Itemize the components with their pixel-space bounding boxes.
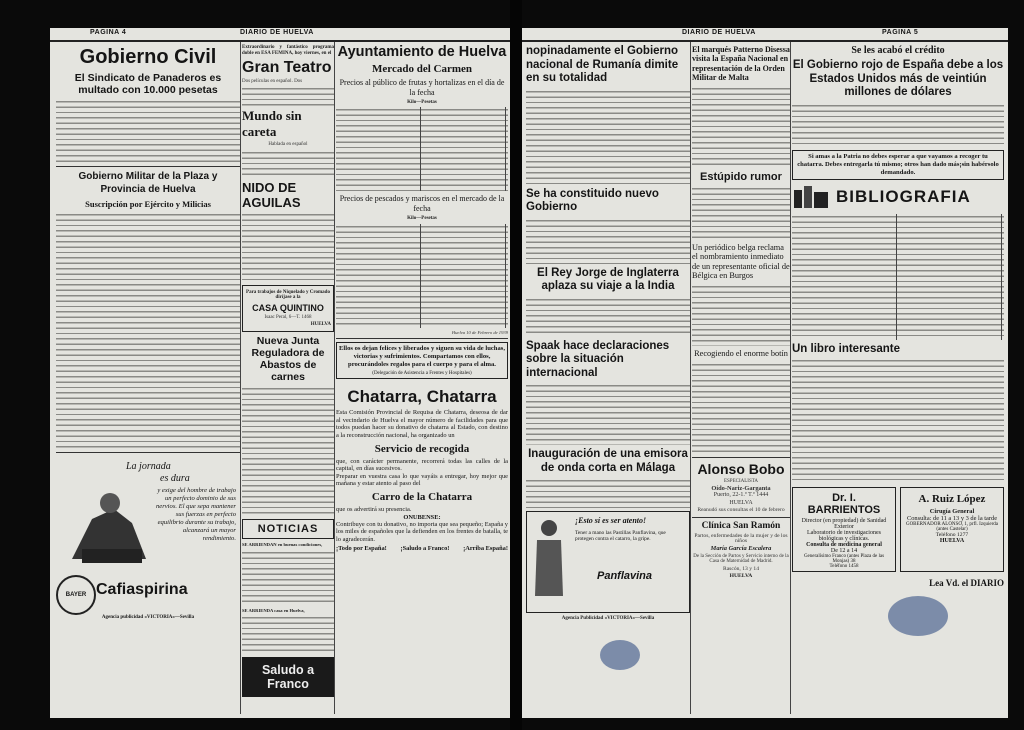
- patria-box: [792, 150, 1004, 180]
- onubense: ONUBENSE:: [403, 513, 441, 521]
- library-stamp: [600, 640, 640, 670]
- junta-title: Nueva Junta Reguladora de Abastos de carnes: [251, 335, 325, 384]
- article-text: [526, 218, 690, 264]
- suscripcion-subtitle: Suscripción por Ejército y Milicias: [85, 199, 211, 209]
- ellos-signature: (Delegación de Asistencia a Frentes y Hospitales): [372, 371, 472, 377]
- teatro-intro: Extraordinario y fantástico programa doble en ESA FEMINA, hoy viernes, en el: [242, 45, 334, 56]
- bayer-cross-logo: BAYER: [56, 575, 96, 615]
- saludo-franco-banner: Saludo a Franco: [242, 657, 334, 697]
- gran-teatro-title: Gran Teatro: [242, 59, 332, 76]
- article-text: [242, 150, 334, 178]
- article-text: [692, 186, 790, 240]
- alonso-bobo-name: Alonso Bobo: [697, 460, 785, 477]
- column-1: [56, 42, 241, 714]
- chatarra-footer: [336, 545, 508, 552]
- alonso-city: HUELVA: [729, 499, 753, 506]
- kilo-pesetas-2: Kilo—Pesetas: [407, 216, 437, 222]
- column-3: [336, 42, 508, 714]
- footer-todo-por-espana: ¡Todo por España!: [336, 545, 387, 553]
- mercado-title: Mercado del Carmen: [372, 63, 472, 75]
- noticias-p1: SE ARRIENDAN en buenas condiciones,: [242, 542, 323, 548]
- masthead: DIARIO DE HUELVA: [682, 29, 756, 36]
- column-2: [242, 42, 335, 714]
- ad-body: y exige del hombre de trabajo un perfecto dominio de sus nervios. El que sepa mantener sus fuerzas en perfecto equilibrio durante su trabajo, alcanzará un mayor rendimiento.: [155, 487, 236, 542]
- periodico-belga-title: Un periódico belga reclama el nombramiento inmediato de un representante oficial de Bélgica en Burgos: [692, 242, 790, 281]
- precios-frutas: Precios al público de frutas y hortalizas en el día de la fecha: [339, 78, 505, 97]
- movie-mundo-sin-careta: Mundo sin careta: [242, 108, 302, 140]
- noticias-title: NOTICIAS: [257, 523, 319, 536]
- libro-title: Un libro interesante: [792, 342, 900, 355]
- clinica-addr: Rascón, 13 y 14: [722, 565, 760, 572]
- nuevo-gobierno-title: Se ha constituido nuevo Gobierno: [526, 187, 659, 213]
- carro-chatarra: Carro de la Chatarra: [371, 490, 473, 503]
- noticias-p2: SE ARRIENDA casa en Huelva,: [242, 607, 305, 613]
- article-text: [242, 550, 334, 606]
- bibliografia-list: [792, 214, 1004, 340]
- patterno-title: El marqués Patterno Disessa visita la España Nacional en representación de la Orden Militar de Malta: [692, 45, 790, 83]
- chatarra-body-5: Contribuye con tu donativo, no importa que sea pequeño; España y los miles de españoles que la defienden en los frentes de batalla, te lo agradecerán.: [336, 520, 508, 543]
- divider: [336, 338, 508, 339]
- footer-arriba: ¡Arriba España!: [463, 545, 508, 553]
- emisora-title: Inauguración de una emisora de onda corta en Málaga: [528, 448, 688, 474]
- chatarra-body-3: Preparar en vuestra casa lo que vayáis a entregar, hoy mejor que mañana y estar atento al paso del: [336, 472, 508, 488]
- ellos-box: [336, 342, 508, 379]
- article-text: [526, 297, 690, 337]
- article-text: [242, 386, 334, 516]
- patria-text: Si amas a la Patria no debes esperar a que vayamos a recoger tu chatarra. Debes entregarla tú mismo; otros han dado más¡sin habérsolo demandado.: [797, 152, 999, 176]
- ruiz-lopez-ad: [900, 487, 1004, 572]
- ruiz-city: HUELVA: [939, 537, 965, 544]
- masthead: DIARIO DE HUELVA: [240, 29, 314, 36]
- article-text: [242, 86, 334, 106]
- ellos-text: Ellos os dejan felices y liberados y siguen su vida de luchas, victorias y sufrimientos. Compartamos con ellos, procurándoles regalos para el cuerpo y para el alma.: [339, 345, 505, 369]
- barrientos-tel: Teléfono 1458: [829, 563, 859, 569]
- divider: [692, 457, 790, 458]
- clinica-l1: Partos, enfermedades de la mujer y de los niños: [694, 532, 788, 545]
- cafiaspirina-ad: [56, 452, 240, 629]
- page-number: PAGINA 4: [90, 29, 127, 36]
- date-line: Huelva 10 de Febrero de 1939: [451, 329, 508, 335]
- noticias-box: [242, 519, 334, 539]
- bibliografia-title: BIBLIOGRAFIA: [836, 186, 971, 206]
- ruiz-l1: Cirugía General: [929, 507, 975, 515]
- kilo-pesetas: Kilo—Pesetas: [407, 100, 437, 105]
- precios-pescados: Precios de pescados y mariscos en el mercado de la fecha: [339, 194, 505, 213]
- alonso-addr: Puerto, 22-1.º T.º 1444: [713, 492, 769, 499]
- doctors-row: [792, 484, 1004, 575]
- se-acabo-credito: Se les acabó el crédito: [851, 45, 945, 56]
- library-stamp: [888, 596, 948, 636]
- botin-title: Recogiendo el enorme botín: [694, 349, 788, 358]
- man-illustration: [529, 516, 569, 602]
- article-text: [692, 86, 790, 168]
- rey-jorge-title: El Rey Jorge de Inglaterra aplaza su viaje a la India: [537, 266, 679, 292]
- clinica-name: Clínica San Ramón: [701, 520, 781, 531]
- panflavina-brand: Panflavina: [597, 570, 653, 582]
- alonso-area: Oído-Nariz-Garganta: [711, 485, 771, 492]
- price-list: [336, 107, 508, 191]
- books-icon: [792, 184, 832, 210]
- article-text: [526, 383, 690, 445]
- cafiaspirina-brand: Cafiaspirina: [96, 581, 188, 598]
- panflavina-body: Tener a mano las Pastillas Panflavina, que protegen contra el catarro, la gripe.: [575, 530, 666, 543]
- lea-diario: Lea Vd. el DIARIO: [929, 577, 1004, 588]
- chatarra-body-4: que os advertirá su presencia.: [336, 505, 412, 513]
- article-text: [242, 615, 334, 653]
- barrientos-l3: Consulta de medicina general: [806, 541, 882, 548]
- barrientos-name: Dr. I. BARRIENTOS: [807, 491, 881, 516]
- teatro-line: Dos películas en español. Dos: [242, 79, 303, 84]
- ayuntamiento-title: Ayuntamiento de Huelva: [337, 44, 507, 60]
- column-2: [692, 42, 791, 714]
- article-text: [56, 99, 240, 163]
- gobierno-rojo-title: El Gobierno rojo de España debe a los Estados Unidos más de veintiún millones de dólares: [792, 59, 1004, 98]
- article-text: [792, 358, 1004, 482]
- page-header: [522, 28, 1008, 42]
- price-list: [336, 224, 508, 328]
- romania-title: nopinadamente el Gobierno nacional de Rumanía dimite en su totalidad: [526, 45, 679, 84]
- ad-line-dura: es dura: [160, 473, 190, 484]
- chatarra-body: Esta Comisión Provincial de Requisa de Chatarra, deseosa de dar al vecindario de Huelva el mayor número de facilidades para que todos puedan hacer su donativo de chatarra al Estado, con destino a la reconstrucción nacional, ha organizado un: [336, 409, 508, 439]
- panflavina-question: ¡Esto sí es ser atento!: [575, 516, 647, 525]
- quintino-line: Para trabajos de Niquelado y Cromado diríjase a la: [246, 289, 330, 301]
- panflavina-ad: [526, 511, 690, 613]
- article-text: [242, 212, 334, 282]
- column-1: [526, 42, 691, 714]
- chatarra-title: Chatarra, Chatarra: [347, 387, 497, 407]
- estupido-rumor-title: Estúpido rumor: [700, 170, 782, 183]
- page-number: PAGINA 5: [882, 29, 919, 36]
- clinica-city: HUELVA: [729, 573, 753, 580]
- quintino-city: HUELVA: [310, 322, 331, 328]
- quintino-name: CASA QUINTINO: [252, 302, 324, 313]
- ruiz-addr: GOBERNADOR ALONSO, 1, prfl. Izquierda (antes Castelar): [905, 521, 999, 532]
- footer-saludo: ¡Saludo a Franco!: [400, 545, 450, 553]
- ruiz-name: A. Ruiz López: [918, 492, 986, 505]
- servicio-recogida: Servicio de recogida: [374, 442, 470, 455]
- barrientos-l2: Laboratorio de investigaciones biológicas y clínicas.: [807, 529, 881, 542]
- ruiz-hours: Consulta: de 11 a 13 y 3 de la tarde: [906, 514, 998, 522]
- article-text: [526, 89, 690, 185]
- divider: [692, 517, 790, 518]
- page-header: [50, 28, 510, 42]
- chatarra-body-2: que, con carácter permanente, recorrerá todas las calles de la capital, en días sucesivos.: [336, 457, 508, 473]
- movie-nido-de-aguilas: NIDO DE AGUILAS: [242, 179, 301, 210]
- movie-note: Hablada en español: [268, 142, 308, 148]
- bibliografia-header: [792, 184, 1004, 210]
- gobierno-militar-title: Gobierno Militar de la Plaza y Provincia de Huelva: [78, 171, 218, 195]
- worker-illustration: [62, 479, 152, 569]
- barrientos-l1: Director (en propiedad) de Sanidad Exterior: [801, 517, 887, 530]
- ad-line-jornada: La jornada: [126, 461, 171, 472]
- quintino-address: Isaac Peral, 6—T. 1468: [264, 314, 312, 320]
- barrientos-addr: Generalísimo Franco (antes Plaza de las Monjas) 38: [803, 553, 885, 564]
- article-text: [526, 478, 690, 508]
- article-text: [792, 103, 1004, 147]
- barrientos-hours: De 12 a 14: [830, 547, 858, 554]
- gobierno-civil-subtitle: El Sindicato de Panaderos es multado con 10.000 pesetas: [74, 72, 222, 96]
- gobierno-civil-title: Gobierno Civil: [79, 46, 217, 68]
- article-text: [692, 284, 790, 346]
- newspaper-page-4: [50, 28, 510, 718]
- alonso-note: Reanudó sus consultas el 10 de febrero: [697, 507, 785, 514]
- book-gutter: [510, 0, 522, 730]
- casa-quintino-ad: [242, 285, 334, 333]
- clinica-doctor: María García Escalera: [710, 545, 772, 553]
- article-text: [56, 212, 240, 448]
- panflavina-agency: Agencia Publicidad «VICTORIA»—Sevilla: [561, 616, 655, 621]
- clinica-l2: De la Sección de Partos y Servicio interno de la Casa de Maternidad de Madrid.: [693, 553, 789, 565]
- spaak-title: Spaak hace declaraciones sobre la situación internacional: [526, 339, 670, 379]
- alonso-spec: ESPECIALISTA: [723, 478, 759, 484]
- article-text: [692, 362, 790, 454]
- divider: [56, 166, 240, 167]
- ad-agency: Agencia publicidad «VICTORIA»—Sevilla: [101, 615, 195, 620]
- ruiz-tel: Teléfono 1277: [935, 531, 969, 538]
- barrientos-ad: [792, 487, 896, 572]
